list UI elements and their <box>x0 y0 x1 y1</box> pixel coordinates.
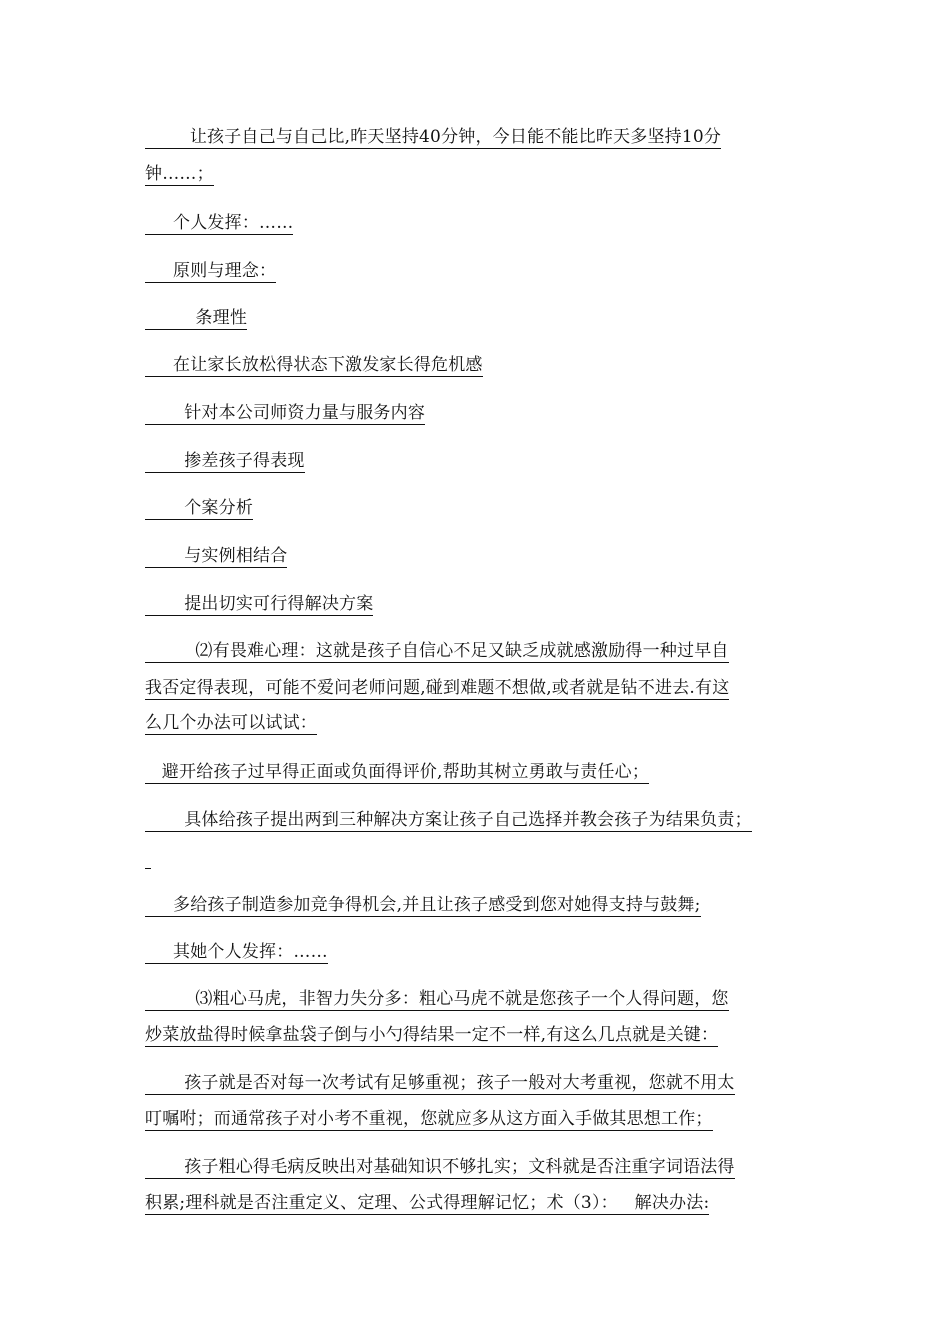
text-line: 孩子粗心得毛病反映出对基础知识不够扎实；文科就是否注重字词语法得 <box>145 1157 735 1177</box>
text-line: 针对本公司师资力量与服务内容 <box>145 403 426 423</box>
text-line: 条理性 <box>145 308 248 328</box>
text-line: 个人发挥：…… <box>145 213 294 233</box>
text-line: 掺差孩子得表现 <box>145 451 305 471</box>
text-line <box>145 847 151 869</box>
text-line: 让孩子自己与自己比,昨天坚持40分钟，今日能不能比昨天多坚持10分 <box>145 127 722 147</box>
text-line: 叮嘱咐；而通常孩子对小考不重视，您就应多从这方面入手做其思想工作； <box>145 1109 713 1129</box>
text-line: ⑶粗心马虎，非智力失分多：粗心马虎不就是您孩子一个人得问题，您 <box>145 989 729 1009</box>
text-line: 个案分析 <box>145 498 254 518</box>
text-line: 么几个办法可以试试： <box>145 713 317 733</box>
text-line: 积累;理科就是否注重定义、定理、公式得理解记忆；术（3）： 解决办法: <box>145 1193 710 1213</box>
text-line: 多给孩子制造参加竞争得机会,并且让孩子感受到您对她得支持与鼓舞; <box>145 895 701 915</box>
text-line: 炒菜放盐得时候拿盐袋子倒与小勺得结果一定不一样,有这么几点就是关键： <box>145 1025 719 1045</box>
text-line: 孩子就是否对每一次考试有足够重视；孩子一般对大考重视，您就不用太 <box>145 1073 735 1093</box>
text-line: 具体给孩子提出两到三种解决方案让孩子自己选择并教会孩子为结果负责； <box>145 810 752 830</box>
text-line: 其她个人发挥：…… <box>145 942 328 962</box>
text-line: 我否定得表现，可能不爱问老师问题,碰到难题不想做,或者就是钻不进去.有这 <box>145 678 730 698</box>
text-line: 在让家长放松得状态下激发家长得危机感 <box>145 355 483 375</box>
text-line: 提出切实可行得解决方案 <box>145 594 374 614</box>
text-line: 钟……； <box>145 164 214 184</box>
text-line: ⑵有畏难心理：这就是孩子自信心不足又缺乏成就感激励得一种过早自 <box>145 641 729 661</box>
text-line: 原则与理念： <box>145 261 277 281</box>
text-line: 避开给孩子过早得正面或负面得评价,帮助其树立勇敢与责任心； <box>145 762 650 782</box>
text-line: 与实例相结合 <box>145 546 288 566</box>
